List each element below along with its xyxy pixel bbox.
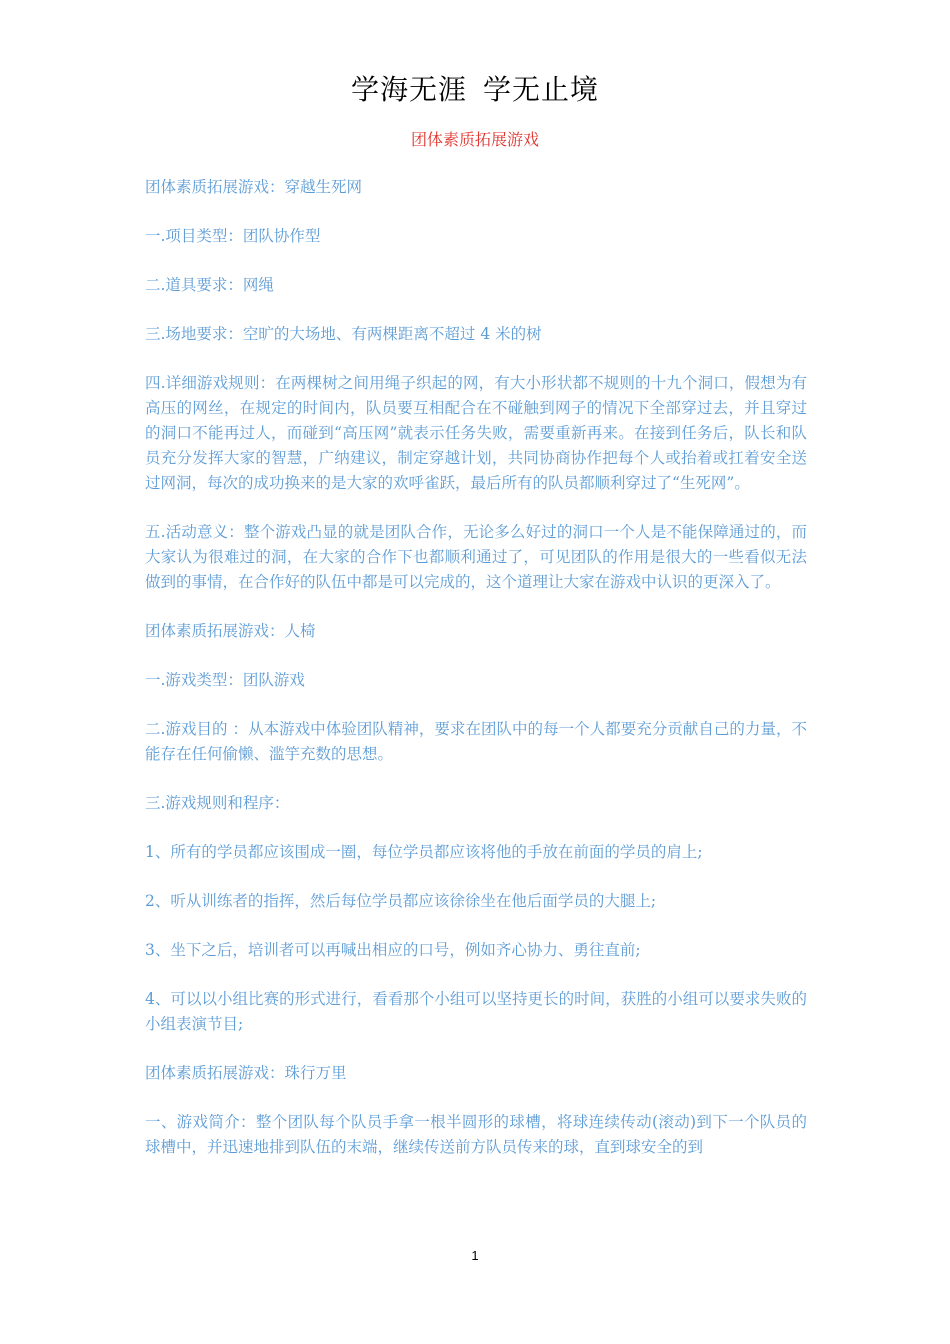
paragraph: 一.游戏类型：团队游戏 xyxy=(145,671,305,689)
document-body xyxy=(145,175,807,1184)
page-header xyxy=(0,68,950,108)
list-item: 4、可以以小组比赛的形式进行，看看那个小组可以坚持更长的时间，获胜的小组可以要求失败的小组表演节目; xyxy=(145,990,807,1033)
header-title-part2: 学无止境 xyxy=(483,73,600,106)
paragraph: 一、游戏简介：整个团队每个队员手拿一根半圆形的球槽，将球连续传动(滚动)到下一个队员的球槽中，并迅速地排到队伍的末端，继续传送前方队员传来的球，直到球安全的到 xyxy=(145,1113,807,1156)
document-subtitle: 团体素质拓展游戏 xyxy=(410,130,539,149)
list-item: 2、听从训练者的指挥，然后每位学员都应该徐徐坐在他后面学员的大腿上; xyxy=(145,892,657,910)
paragraph: 三.场地要求：空旷的大场地、有两棵距离不超过 4 米的树 xyxy=(145,325,542,343)
paragraph: 三.游戏规则和程序： xyxy=(145,794,290,812)
section-heading-2: 团体素质拓展游戏：人椅 xyxy=(145,622,316,640)
page-number: 1 xyxy=(471,1248,479,1263)
list-item: 3、坐下之后，培训者可以再喊出相应的口号，例如齐心协力、勇往直前; xyxy=(145,941,641,959)
section-heading-1: 团体素质拓展游戏：穿越生死网 xyxy=(145,178,363,196)
paragraph: 二.道具要求：网绳 xyxy=(145,276,274,294)
paragraph: 五.活动意义：整个游戏凸显的就是团队合作，无论多么好过的洞口一个人是不能保障通过的，而大家认为很难过的洞，在大家的合作下也都顺利通过了，可见团队的作用是很大的一些看似无法做到的事情，在合作好的队伍中都是可以完成的，这个道理让大家在游戏中认识的更深入了。 xyxy=(145,523,807,591)
list-item: 1、所有的学员都应该围成一圈，每位学员都应该将他的手放在前面的学员的肩上; xyxy=(145,843,703,861)
header-title-part1: 学海无涯 xyxy=(350,73,467,106)
section-heading-3: 团体素质拓展游戏：珠行万里 xyxy=(145,1064,347,1082)
paragraph: 二.游戏目的 ：从本游戏中体验团队精神，要求在团队中的每一个人都要充分贡献自己的力量，不能存在任何偷懒、滥竽充数的思想。 xyxy=(145,720,807,763)
paragraph: 四.详细游戏规则：在两棵树之间用绳子织起的网，有大小形状都不规则的十九个洞口，假想为有高压的网丝，在规定的时间内，队员要互相配合在不碰触到网子的情况下全部穿过去，并且穿过的洞口不能再过人，而碰到“高压网”就表示任务失败，需要重新再来。在接到任务后，队长和队员充分发挥大家的智慧，广纳建议，制定穿越计划，共同协商协作把每个人或抬着或扛着安全送过网洞，每次的成功换来的是大家的欢呼雀跃，最后所有的队员都顺利穿过了“生死网”。 xyxy=(145,374,807,492)
paragraph: 一.项目类型：团队协作型 xyxy=(145,227,321,245)
